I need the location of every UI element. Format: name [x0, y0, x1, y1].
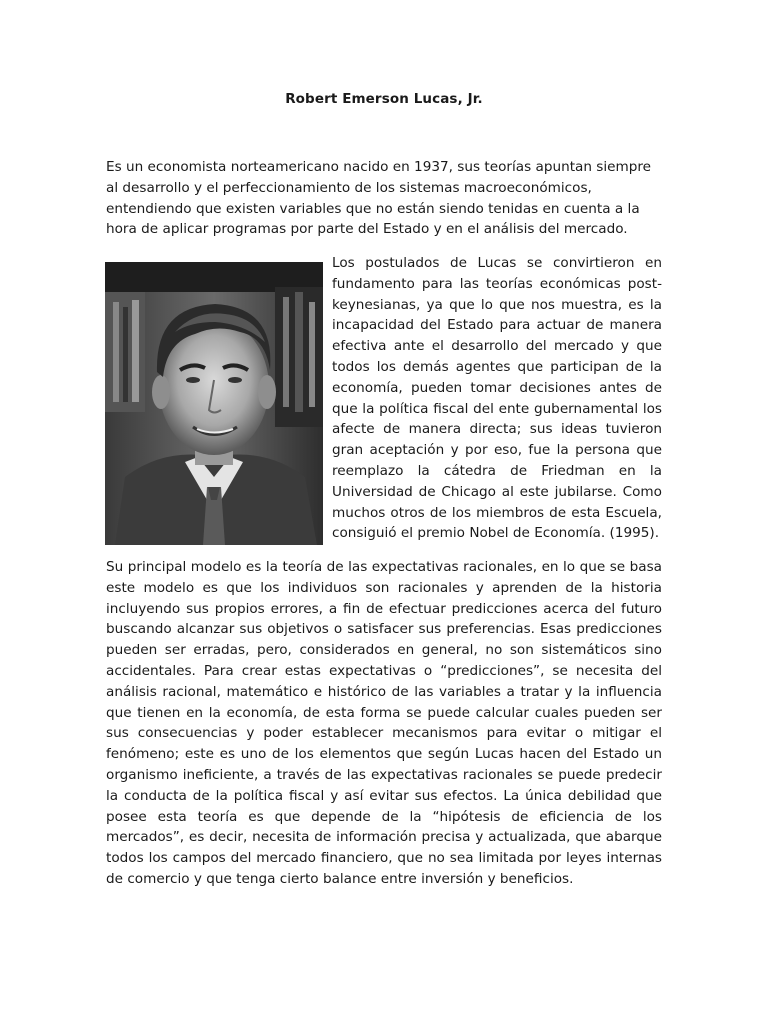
biography-paragraph: Los postulados de Lucas se convirtieron en fundamento para las teorías económicas post-keynesianas, ya que lo que nos muestra, es la incapacidad del Estado para actuar de manera efectiva ante el desarrollo del mercado y que todos los demás agentes que participan de la economía, pueden tomar decisiones antes de que la política fiscal del ente gubernamental los afecte de manera directa; sus ideas tuvieron gran aceptación y por eso, fue la persona que reemplazo la cátedra de Friedman en la Universidad de Chicago al este jubilarse. Como muchos otros de los miembros de esta Escuela, consiguió el premio Nobel de Economía. (1995). — [332, 255, 662, 542]
portrait-photo-icon — [105, 262, 323, 545]
intro-paragraph: Es un economista norteamericano nacido en 1937, sus teorías apuntan siempre al desarrollo y el perfeccionamiento de los sistemas macroeconómicos, entendiendo que existen variables que no están siendo tenidas en cuenta a la hora de aplicar programas por parte del Estado y en el análisis del mercado. — [106, 159, 652, 238]
page-title: Robert Emerson Lucas, Jr. — [285, 91, 483, 107]
model-paragraph: Su principal modelo es la teoría de las expectativas racionales, en lo que se basa este modelo es que los individuos son racionales y aprenden de la historia incluyendo sus propios errores, a fin de efectuar predicciones acerca del futuro buscando alcanzar sus objetivos o satisfacer sus preferencias. Esas predicciones pueden ser erradas, pero, considerados en general, no son sistemáticos sino accidentales. Para crear estas expectativas o “predicciones”, se necesita del análisis racional, matemático e histórico de las variables a tratar y la influencia que tienen en la economía, de esta forma se puede calcular cuales pueden ser sus consecuencias y poder establecer mecanismos para evitar o mitigar el fenómeno; este es uno de los elementos que según Lucas hacen del Estado un organismo ineficiente, a través de las expectativas racionales se puede predecir la conducta de la política fiscal y así evitar sus efectos. La única debilidad que posee esta teoría es que depende de la “hipótesis de eficiencia de los mercados”, es decir, necesita de información precisa y actualizada, que abarque todos los campos del mercado financiero, que no sea limitada por leyes internas de comercio y que tenga cierto balance entre inversión y beneficios. — [106, 559, 662, 887]
